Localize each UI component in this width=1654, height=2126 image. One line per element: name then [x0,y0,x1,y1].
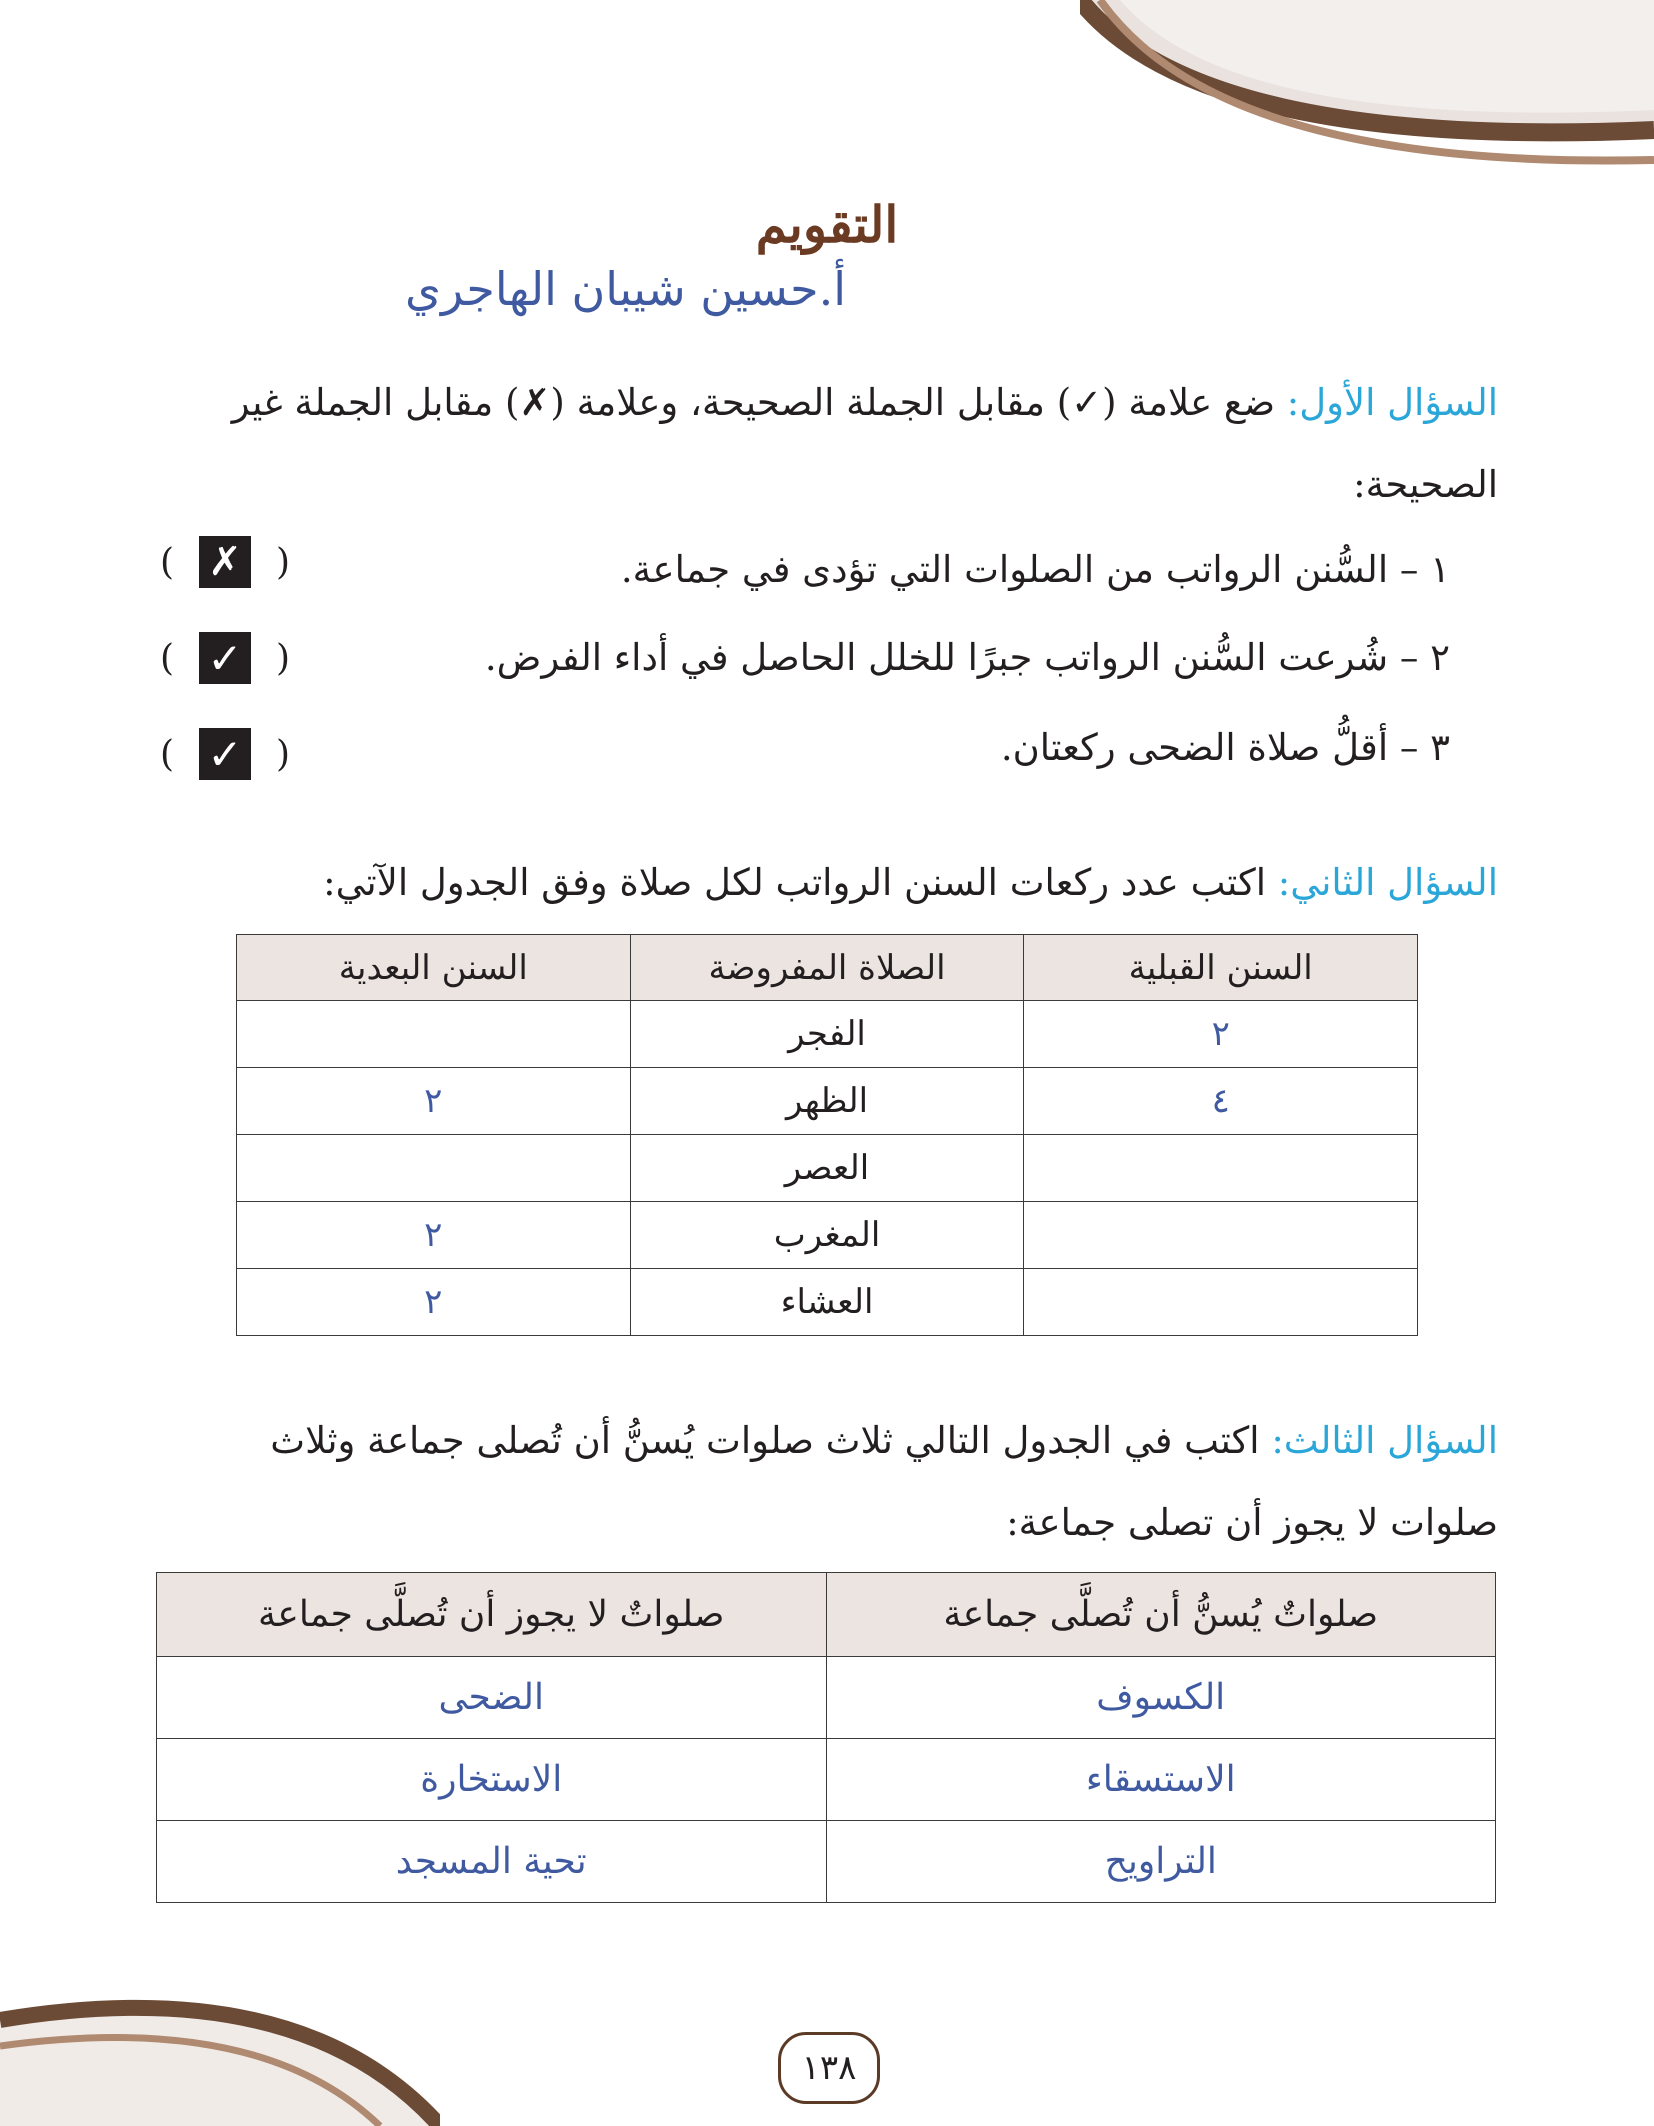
answer-before [1024,1269,1418,1336]
not-allowed-answer: الضحى [157,1657,827,1739]
q3-table [156,1572,1496,1903]
q1-text: ضع علامة (✓) مقابل الجملة الصحيحة، وعلامة (✗) مقابل الجملة غير الصحيحة: [231,381,1498,506]
page-title: التقويم [755,195,899,254]
header-before: السنن القبلية [1024,935,1418,1001]
prayer-name: المغرب [630,1202,1024,1269]
table-row [237,1001,1418,1068]
q1-answer-2: ( ✓ ) [160,633,290,683]
q1-answer-1: ( ✗ ) [160,536,290,588]
q3-text: اكتب في الجدول التالي ثلاث صلوات يُسنُّ أن تُصلى جماعة وثلاث صلوات لا يجوز أن تصلى جماعة: [270,1419,1498,1544]
q1-item-1: ١ – السُّنن الرواتب من الصلوات التي تؤدى في جماعة. [620,548,1450,591]
prayer-name: الظهر [630,1068,1024,1135]
answer-after [237,1135,631,1202]
header-sunnah-group: صلواتٌ يُسنُّ أن تُصلَّى جماعة [826,1573,1496,1657]
check-mark-icon: ✓ [199,632,251,684]
not-allowed-answer: الاستخارة [157,1739,827,1821]
table-row [237,1269,1418,1336]
sunnah-group-answer: الكسوف [826,1657,1496,1739]
bottom-left-ornament [0,1950,440,2126]
sunnah-group-answer: الاستسقاء [826,1739,1496,1821]
not-allowed-answer: تحية المسجد [157,1821,827,1903]
prayer-name: العصر [630,1135,1024,1202]
check-mark-icon: ✓ [199,728,251,780]
q3-label: السؤال الثالث: [1271,1419,1498,1462]
table-row [157,1657,1496,1739]
header-not-allowed: صلواتٌ لا يجوز أن تُصلَّى جماعة [157,1573,827,1657]
q1-item-3: ٣ – أقلُّ صلاة الضحى ركعتان. [1000,726,1450,769]
answer-after: ٢ [237,1269,631,1336]
table-row [157,1739,1496,1821]
q1-item-2: ٢ – شُرعت السُّنن الرواتب جبرًا للخلل الحاصل في أداء الفرض. [484,636,1450,679]
answer-before: ٢ [1024,1001,1418,1068]
sunnah-group-answer: التراويح [826,1821,1496,1903]
author-name: أ.حسين شيبان الهاجري [405,262,846,316]
answer-after: ٢ [237,1068,631,1135]
answer-after [237,1001,631,1068]
q2-prompt [323,842,1498,924]
q1-answer-3: ( ✓ ) [160,729,290,779]
q3-prompt [158,1400,1498,1564]
header-after: السنن البعدية [237,935,631,1001]
table-row [237,1135,1418,1202]
header-prayer: الصلاة المفروضة [630,935,1024,1001]
q2-text: اكتب عدد ركعات السنن الرواتب لكل صلاة وفق الجدول الآتي: [323,861,1267,904]
x-mark-icon: ✗ [199,536,251,588]
answer-before [1024,1202,1418,1269]
q1-label: السؤال الأول: [1286,381,1498,424]
prayer-name: العشاء [630,1269,1024,1336]
page-number: ١٣٨ [778,2032,880,2104]
q2-label: السؤال الثاني: [1277,861,1498,904]
table-row [157,1821,1496,1903]
q2-table [236,934,1418,1336]
q1-prompt [158,362,1498,526]
table-row [237,1202,1418,1269]
answer-before: ٤ [1024,1068,1418,1135]
answer-after: ٢ [237,1202,631,1269]
prayer-name: الفجر [630,1001,1024,1068]
answer-before [1024,1135,1418,1202]
top-right-ornament [1080,0,1654,175]
table-row [237,1068,1418,1135]
